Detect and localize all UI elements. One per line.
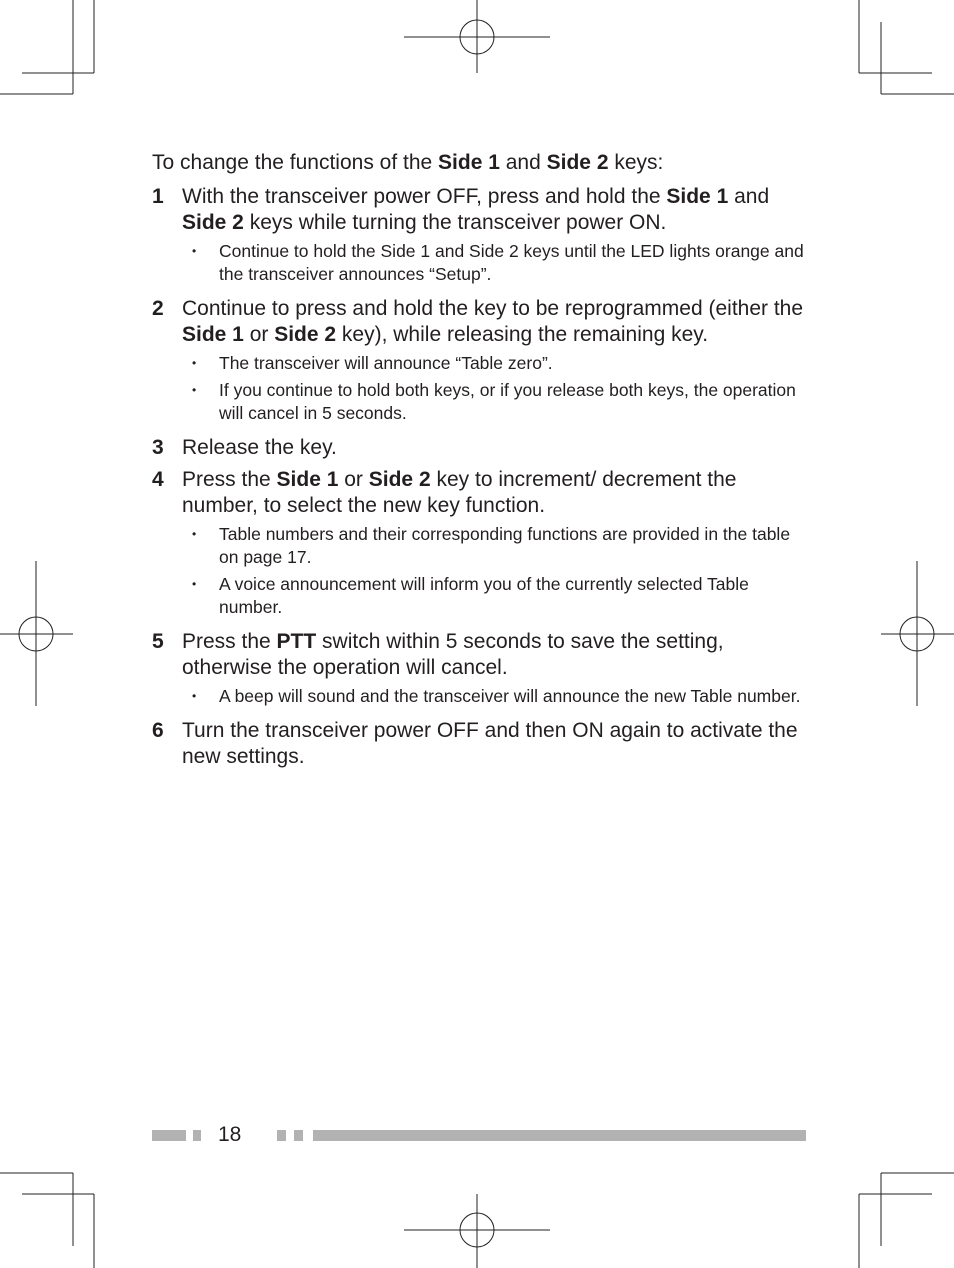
step-text: Press the Side 1 or Side 2 key to increment/ decrement the number, to select the new key function.	[182, 468, 737, 517]
step-2	[152, 296, 812, 429]
intro-text: To change the functions of the Side 1 and Side 2 keys:	[152, 151, 664, 174]
step-note: • A voice announcement will inform you of the currently selected Table number.	[182, 573, 812, 619]
step-note: • Continue to hold the Side 1 and Side 2 keys until the LED lights orange and the transceiver announces “Setup”.	[182, 240, 812, 286]
crop-mark-bottom-right	[859, 1173, 954, 1268]
registration-mark-bottom	[404, 1194, 550, 1268]
step-note: • If you continue to hold both keys, or if you release both keys, the operation will cancel in 5 seconds.	[182, 379, 812, 425]
crop-mark-top-right	[859, 0, 954, 94]
crop-mark-bottom-left	[0, 1173, 94, 1268]
step-6	[152, 718, 812, 770]
step-1	[152, 184, 812, 290]
step-number: 1	[152, 185, 164, 208]
registration-mark-right	[881, 561, 954, 706]
step-text: Press the PTT switch within 5 seconds to save the setting, otherwise the operation will cancel.	[182, 630, 724, 679]
step-note: • Table numbers and their corresponding functions are provided in the table on page 17.	[182, 523, 812, 569]
footer-bar-long	[313, 1130, 806, 1141]
step-5	[152, 629, 812, 712]
step-3	[152, 435, 812, 461]
crop-mark-top-left	[0, 0, 94, 94]
step-4	[152, 467, 812, 623]
step-text: Continue to press and hold the key to be reprogrammed (either the Side 1 or Side 2 key), while releasing the remaining key.	[182, 297, 804, 346]
step-number: 4	[152, 468, 164, 491]
step-note: • A beep will sound and the transceiver will announce the new Table number.	[182, 685, 812, 708]
page-footer	[152, 1122, 806, 1148]
footer-bar-segment	[277, 1130, 286, 1141]
step-text: Turn the transceiver power OFF and then ON again to activate the new settings.	[182, 719, 798, 768]
footer-bar-segment	[193, 1130, 201, 1141]
bullet-icon: •	[192, 383, 197, 397]
footer-bar-segment	[152, 1130, 186, 1141]
registration-mark-left	[0, 561, 73, 706]
bullet-icon: •	[192, 527, 197, 541]
step-number: 3	[152, 436, 164, 459]
step-text: With the transceiver power OFF, press and hold the Side 1 and Side 2 keys while turning the transceiver power ON.	[182, 185, 770, 234]
footer-bar-segment	[294, 1130, 303, 1141]
bullet-icon: •	[192, 577, 197, 591]
bullet-icon: •	[192, 244, 197, 258]
step-note: • The transceiver will announce “Table zero”.	[182, 352, 812, 375]
bullet-icon: •	[192, 356, 197, 370]
bullet-icon: •	[192, 689, 197, 703]
instruction-content	[152, 150, 812, 770]
step-number: 5	[152, 630, 164, 653]
step-text: Release the key.	[182, 436, 337, 459]
registration-mark-top	[404, 0, 550, 73]
step-number: 6	[152, 719, 164, 742]
step-number: 2	[152, 297, 164, 320]
page-number: 18	[218, 1123, 242, 1146]
